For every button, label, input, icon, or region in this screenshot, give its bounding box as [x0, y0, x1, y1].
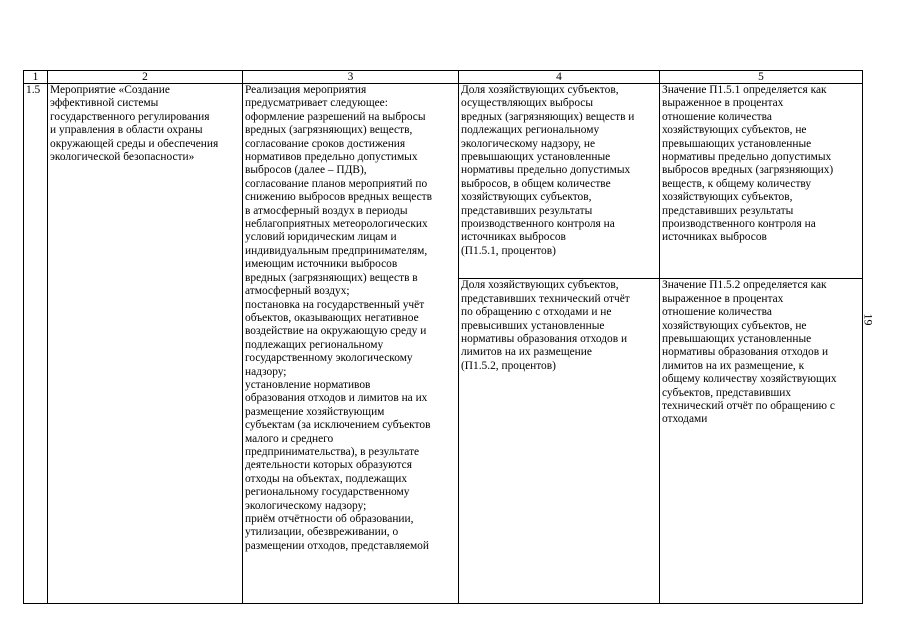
header-col-3: 3	[243, 71, 459, 84]
header-row	[24, 71, 863, 84]
method-cell-1: Значение П1.5.1 определяется как выраженное в процентах отношение количества хозяйствующих субъектов, не превышающих установленные нормативы предельно допустимых выбросов вредных (загрязняющих) веществ, к общему количеству хозяйствующих субъектов, представивших результаты производственного контроля на источниках выбросов	[660, 84, 863, 279]
event-cell: Мероприятие «Создание эффективной системы государственного регулирования и управления в области охраны окружающей среды и обеспечения экологической безопасности»	[48, 84, 243, 604]
indicator-cell-1: Доля хозяйствующих субъектов, осуществляющих выбросы вредных (загрязняющих) веществ и подлежащих региональному экологическому надзору, не превышающих установленные нормативы предельно допустимых выбросов, в общем количестве хозяйствующих субъектов, представивших результаты производственного контроля на источниках выбросов (П1.5.1, процентов)	[459, 84, 660, 279]
implementation-cell	[243, 84, 459, 604]
header-col-5: 5	[660, 71, 863, 84]
document-table	[23, 70, 863, 604]
row-number: 1.5	[24, 84, 48, 604]
method-cell-2: Значение П1.5.2 определяется как выраженное в процентах отношение количества хозяйствующих субъектов, не превышающих установленные нормативы образования отходов и лимитов на их размещение, к общему количеству хозяйствующих субъектов, представивших технический отчёт по обращению с отходами	[660, 279, 863, 604]
indicator-cell-2: Доля хозяйствующих субъектов, представивших технический отчёт по обращению с отходами и не превысивших установленные нормативы образования отходов и лимитов на их размещение (П1.5.2, процентов)	[459, 279, 660, 604]
page-number: 19	[861, 313, 876, 326]
table-row	[24, 84, 863, 279]
implementation-text: Реализация мероприятия предусматривает следующее: оформление разрешений на выбросы вредных (загрязняющих) веществ, согласование сроков достижения нормативов предельно допустимых выбросов (далее – ПДВ), согласование планов мероприятий по снижению выбросов вредных веществ в атмосферный воздух в периоды неблагоприятных метеорологических условий юридическим лицам и индивидуальным предпринимателям, имеющим источники выбросов вредных (загрязняющих) веществ в атмосферный воздух; постановка на государственный учёт объектов, оказывающих негативное воздействие на окружающую среду и подлежащих региональному государственному экологическому надзору; установление нормативов образования отходов и лимитов на их размещение хозяйствующим субъектам (за исключением субъектов малого и среднего предпринимательства), в результате деятельности которых образуются отходы на объектах, подлежащих региональному государственному экологическому надзору; приём отчётности об образовании, утилизации, обезвреживании, о размещении отходов, представляемой	[245, 84, 433, 552]
header-col-4: 4	[459, 71, 660, 84]
header-col-1: 1	[24, 71, 48, 84]
header-col-2: 2	[48, 71, 243, 84]
